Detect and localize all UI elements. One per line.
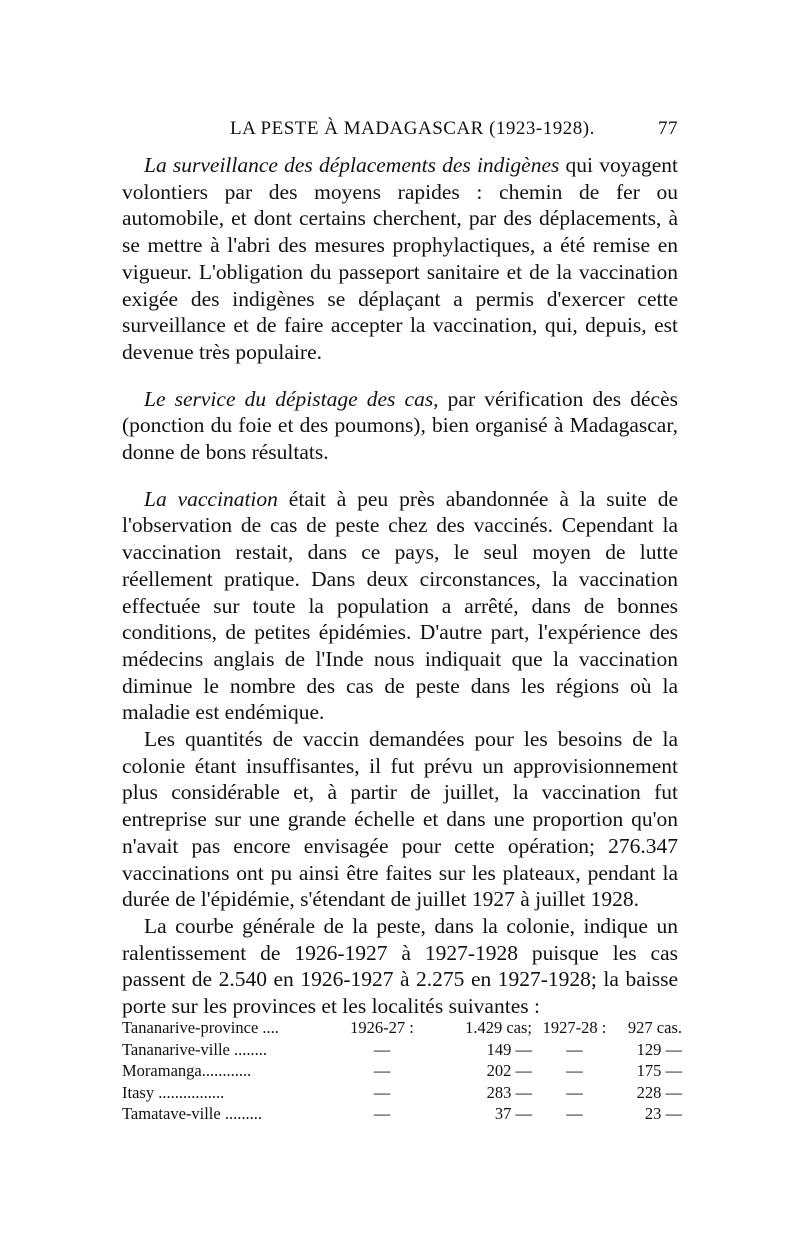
paragraph-text: par vérification des décès (ponction du foie et des poumons), bien organisé à Madagascar, donne de bons résultats. — [122, 386, 678, 465]
cases-2: 129 — — [636, 1039, 682, 1059]
cases-table — [122, 1017, 682, 1125]
cases-2: 23 — — [644, 1104, 682, 1123]
cases-1: 202 — — [486, 1061, 532, 1080]
period-1: 1926-27 : — [350, 1018, 414, 1037]
page-number: 77 — [658, 118, 678, 139]
cases-2: 228 — — [636, 1082, 682, 1102]
period-1: — — [373, 1039, 391, 1059]
paragraph-text: Les quantités de vaccin demandées pour les besoins de la colonie étant insuffisantes, il fut prévu un approvisionnement plus considérable et, à partir de juillet, la vaccination fut entreprise sur une grande échelle et dans une proportion qu'on n'avait pas encore envisagée pour cette opération; 276.347 vaccinations ont pu ainsi être faites sur les plateaux, pendant la durée de l'épidémie, s'étendant de juillet 1927 à juillet 1928. — [122, 727, 678, 912]
table-row — [122, 1017, 682, 1039]
period-2: 1927-28 : — [542, 1018, 607, 1037]
running-title: LA PESTE À MADAGASCAR (1923-1928). — [230, 118, 595, 139]
cases-1: 149 — — [486, 1039, 532, 1059]
paragraph-lead: La vaccination — [144, 486, 278, 511]
place-name: Tamatave-ville ......... — [122, 1104, 262, 1123]
place-name: Itasy ................ — [122, 1082, 225, 1102]
table-row — [122, 1082, 682, 1104]
cases-1: 283 — — [486, 1082, 532, 1102]
paragraph-text: La courbe générale de la peste, dans la colonie, indique un ralentissement de 1926-1927 à 1927-1928 puisque les cas passent de 2.540 en 1926-1927 à 2.275 en 1927-1928; la baisse porte sur les provinces et les localités suivantes : — [122, 913, 678, 1019]
table-row — [122, 1039, 682, 1061]
place-name: Tananarive-province .... — [122, 1018, 279, 1037]
paragraph-courbe — [122, 913, 678, 1020]
period-1: — — [373, 1104, 391, 1123]
paragraph-lead: Le service du dépistage des cas, — [144, 386, 439, 411]
place-name: Tananarive-ville ........ — [122, 1039, 267, 1059]
table-row — [122, 1103, 682, 1125]
paragraph-depistage — [122, 386, 678, 466]
cases-1: 37 — — [494, 1104, 532, 1123]
cases-2: 175 — — [636, 1061, 682, 1080]
table-row — [122, 1060, 682, 1082]
paragraph-quantites — [122, 726, 678, 913]
period-2: — — [566, 1039, 583, 1059]
cases-2: 927 cas. — [627, 1018, 682, 1037]
paragraph-lead: La surveillance des déplacements des indigènes — [144, 153, 560, 177]
period-1: — — [373, 1061, 391, 1080]
cases-1: 1.429 cas; — [465, 1018, 532, 1037]
paragraph-text: qui voyagent volontiers par des moyens rapides : chemin de fer ou automobile, et dont certains cherchent, par des déplacements, à se mettre à l'abri des mesures prophylactiques, a été remise en vigueur. L'obligation du passeport sanitaire et de la vaccination exigée des indigènes se déplaçant a permis d'exercer cette surveillance et de faire accepter la vaccination, qui, depuis, est devenue très populaire. — [122, 153, 678, 364]
period-2: — — [566, 1104, 583, 1123]
period-1: — — [373, 1082, 391, 1102]
period-2: — — [566, 1082, 583, 1102]
paragraph-surveillance — [122, 152, 678, 366]
body-text — [122, 152, 678, 1020]
place-name: Moramanga............ — [122, 1061, 252, 1080]
paragraph-text: était à peu près abandonnée à la suite de l'observation de cas de peste chez des vaccinés. Cependant la vaccination restait, dans ce pays, le seul moyen de lutte réellement pratique. Dans deux circonstances, la vaccination effectuée sur toute la population a arrêté, dans de bonnes conditions, de petites épidémies. D'autre part, l'expérience des médecins anglais de l'Inde nous indiquait que la vaccination diminue le nombre des cas de peste dans les régions où la maladie est endémique. — [122, 486, 678, 725]
paragraph-vaccination — [122, 486, 678, 726]
period-2: — — [566, 1061, 583, 1080]
